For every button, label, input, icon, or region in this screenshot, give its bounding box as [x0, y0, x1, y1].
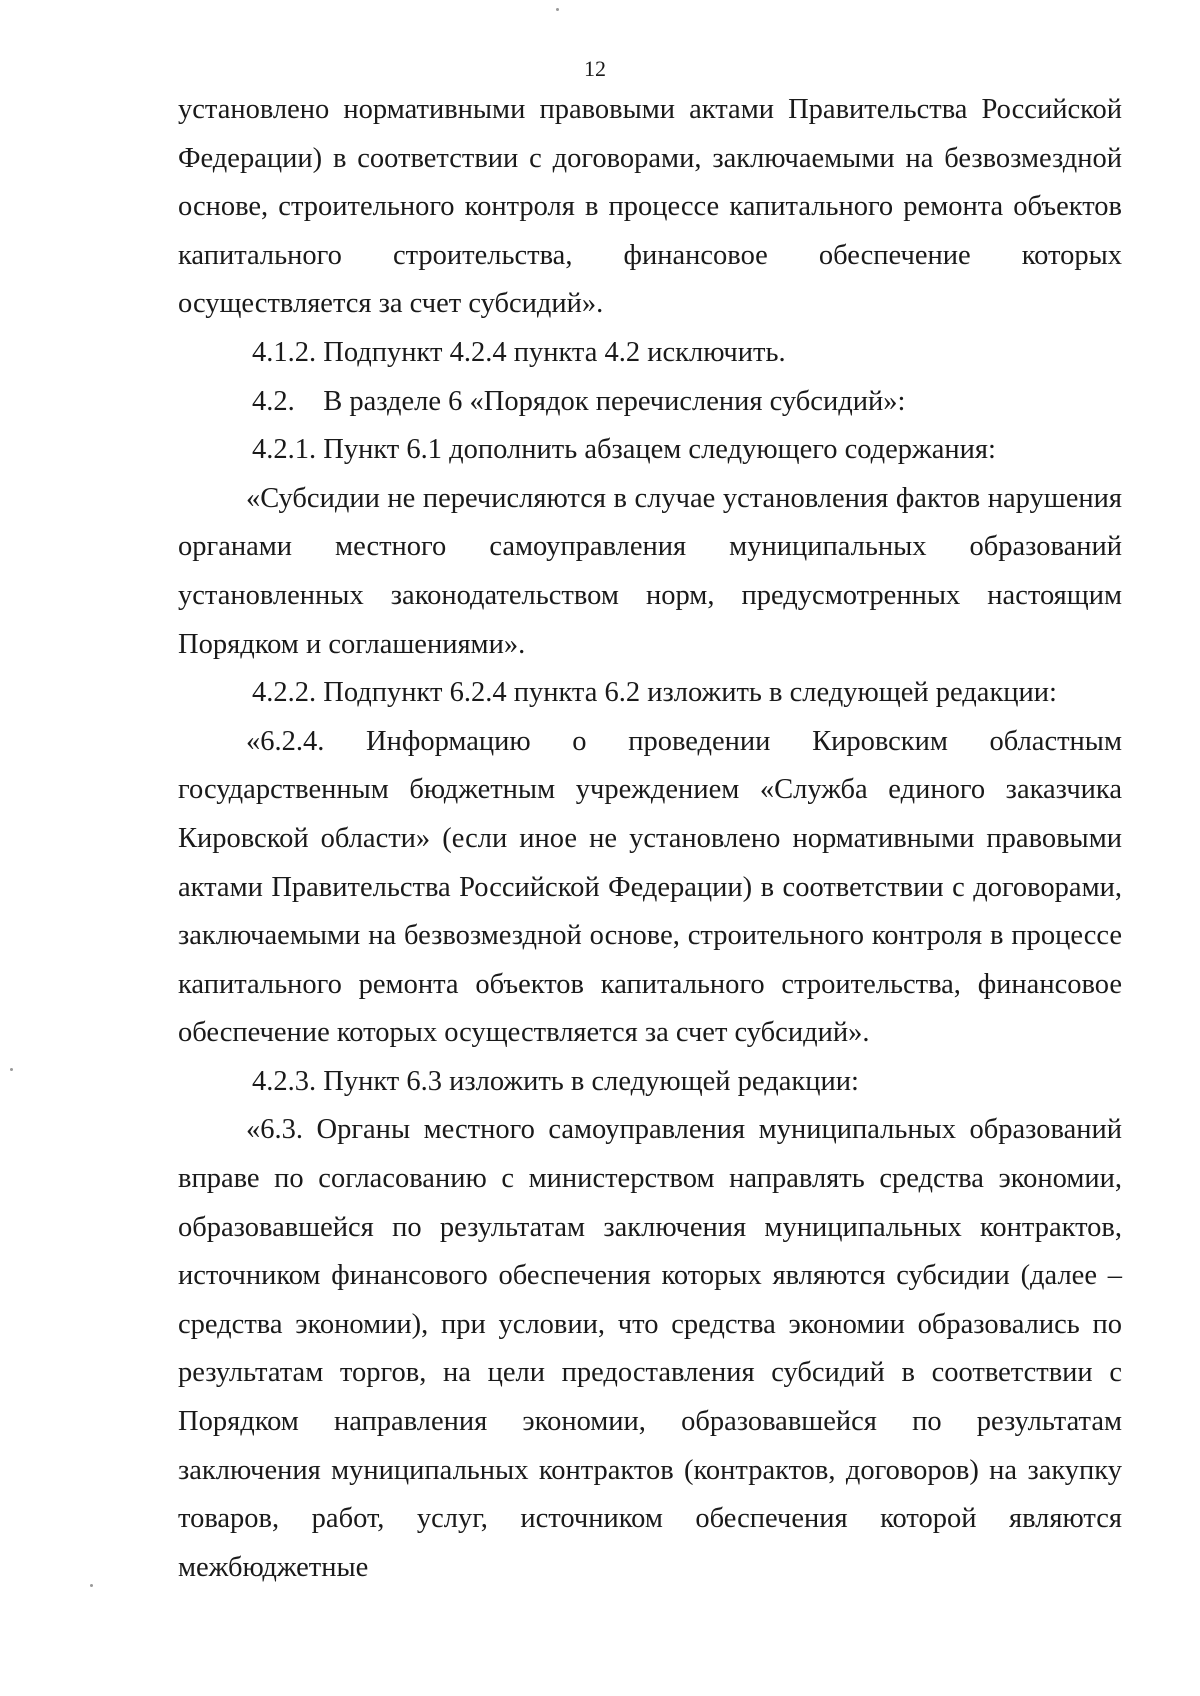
- paragraph-4-2: 4.2. В разделе 6 «Порядок перечисления субсидий»:: [252, 385, 906, 417]
- paragraph-quote-subsidies: «Субсидии не перечисляются в случае установления фактов нарушения органами местного самоуправления муниципальных образований установленных законодательством норм, предусмотренных настоящим Порядком и соглашениями».: [178, 482, 1122, 660]
- paragraph-quote-6-2-4: «6.2.4. Информацию о проведении Кировским областным государственным бюджетным учреждением «Служба единого заказчика Кировской области» (если иное не установлено нормативными правовыми актами Правительства Российской Федерации) в соответствии с договорами, заключаемыми на безвозмездной основе, строительного контроля в процессе капитального ремонта объектов капитального строительства, финансовое обеспечение которых осуществляется за счет субсидий».: [178, 725, 1122, 1049]
- paragraph-4-1-2: 4.1.2. Подпункт 4.2.4 пункта 4.2 исключить.: [252, 336, 786, 368]
- scan-speck: [90, 1584, 93, 1587]
- paragraph-continuation: установлено нормативными правовыми актами Правительства Российской Федерации) в соответствии с договорами, заключаемыми на безвозмездной основе, строительного контроля в процессе капитального ремонта объектов капитального строительства, финансовое обеспечение которых осуществляется за счет субсидий».: [178, 94, 1122, 320]
- paragraph-4-2-3: 4.2.3. Пункт 6.3 изложить в следующей редакции:: [252, 1065, 859, 1097]
- paragraph-4-2-1: 4.2.1. Пункт 6.1 дополнить абзацем следующего содержания:: [252, 434, 996, 466]
- scan-speck: [556, 8, 559, 11]
- page-number: 12: [584, 56, 606, 81]
- document-body: [178, 86, 1122, 1592]
- paragraph-quote-6-3: «6.3. Органы местного самоуправления муниципальных образований вправе по согласованию с министерством направлять средства экономии, образовавшейся по результатам заключения муниципальных контрактов, источником финансового обеспечения которых являются субсидии (далее – средства экономии), при условии, что средства экономии образовались по результатам торгов, на цели предоставления субсидий в соответствии с Порядком направления экономии, образовавшейся по результатам заключения муниципальных контрактов (контрактов, договоров) на закупку товаров, работ, услуг, источником обеспечения которой являются межбюджетные: [178, 1114, 1122, 1583]
- scan-speck: [10, 1068, 13, 1071]
- paragraph-4-2-2: 4.2.2. Подпункт 6.2.4 пункта 6.2 изложить в следующей редакции:: [252, 677, 1057, 709]
